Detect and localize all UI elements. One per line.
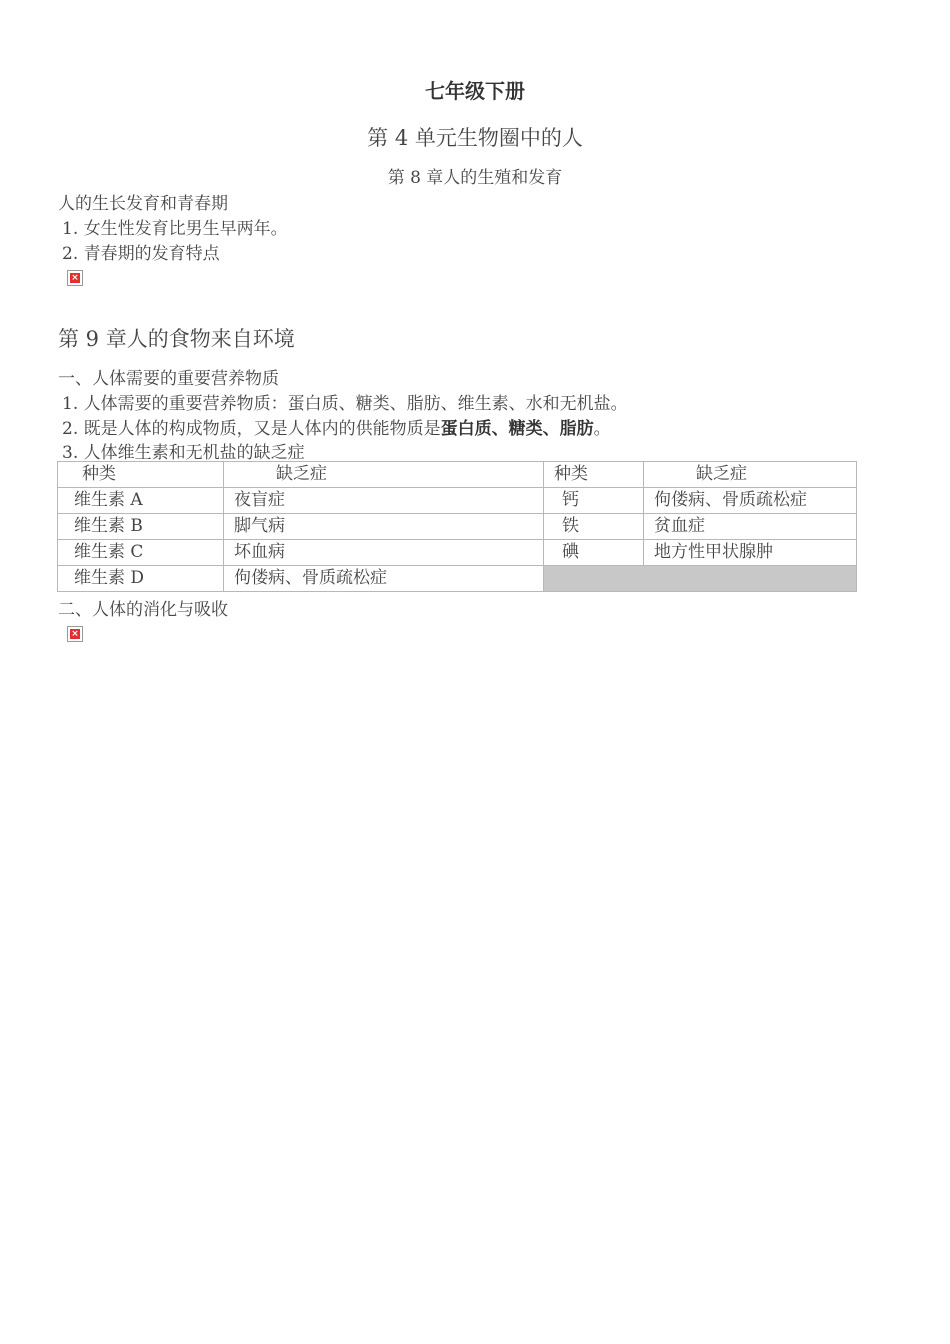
table-cell: 佝偻病、骨质疏松症: [224, 566, 544, 592]
table-cell: 夜盲症: [224, 488, 544, 514]
unit-title: 第 4 单元生物圈中的人: [367, 126, 583, 150]
table-row: [58, 488, 857, 514]
nutrients-item-2-prefix: 2. 既是人体的构成物质，又是人体内的供能物质是: [62, 419, 441, 439]
header-type-2: 种类: [544, 462, 644, 488]
table-cell: 维生素 C: [58, 540, 224, 566]
nutrients-item-2: [62, 414, 611, 439]
chapter8-item-1: 1. 女生性发育比男生早两年。: [62, 219, 288, 239]
empty-shaded-cell: [544, 566, 857, 592]
digestion-section-title: 二、人体的消化与吸收: [58, 600, 228, 620]
grade-title: 七年级下册: [425, 79, 525, 103]
deficiency-table: [57, 461, 857, 592]
broken-image-icon: ×: [67, 270, 83, 286]
table-cell: 铁: [544, 514, 644, 540]
header-deficiency-2: 缺乏症: [644, 462, 857, 488]
header-type-1: 种类: [58, 462, 224, 488]
energy-nutrients-bold: 蛋白质、糖类、脂肪: [440, 419, 594, 439]
nutrients-item-1: 1. 人体需要的重要营养物质：蛋白质、糖类、脂肪、维生素、水和无机盐。: [62, 394, 628, 414]
table-cell: 钙: [544, 488, 644, 514]
broken-image-icon: ×: [67, 626, 83, 642]
chapter-8-title: 第 8 章人的生殖和发育: [387, 168, 563, 188]
growth-section-title: 人的生长发育和青春期: [58, 194, 228, 214]
table-cell: 贫血症: [644, 514, 857, 540]
table-cell: 维生素 A: [58, 488, 224, 514]
table-cell: 维生素 D: [58, 566, 224, 592]
nutrients-item-2-suffix: 。: [593, 419, 611, 439]
chapter8-item-2: 2. 青春期的发育特点: [62, 244, 220, 264]
table-cell: 地方性甲状腺肿: [644, 540, 857, 566]
table-row: [58, 514, 857, 540]
table-row: [58, 540, 857, 566]
table-cell: 脚气病: [224, 514, 544, 540]
table-header-row: [58, 462, 857, 488]
table-row: [58, 566, 857, 592]
table-cell: 维生素 B: [58, 514, 224, 540]
nutrients-item-3: 3. 人体维生素和无机盐的缺乏症: [62, 443, 305, 463]
table-cell: 佝偻病、骨质疏松症: [644, 488, 857, 514]
header-deficiency-1: 缺乏症: [224, 462, 544, 488]
chapter-9-title: 第 9 章人的食物来自环境: [58, 327, 295, 351]
table-cell: 碘: [544, 540, 644, 566]
nutrients-section-title: 一、人体需要的重要营养物质: [58, 369, 279, 389]
table-cell: 坏血病: [224, 540, 544, 566]
